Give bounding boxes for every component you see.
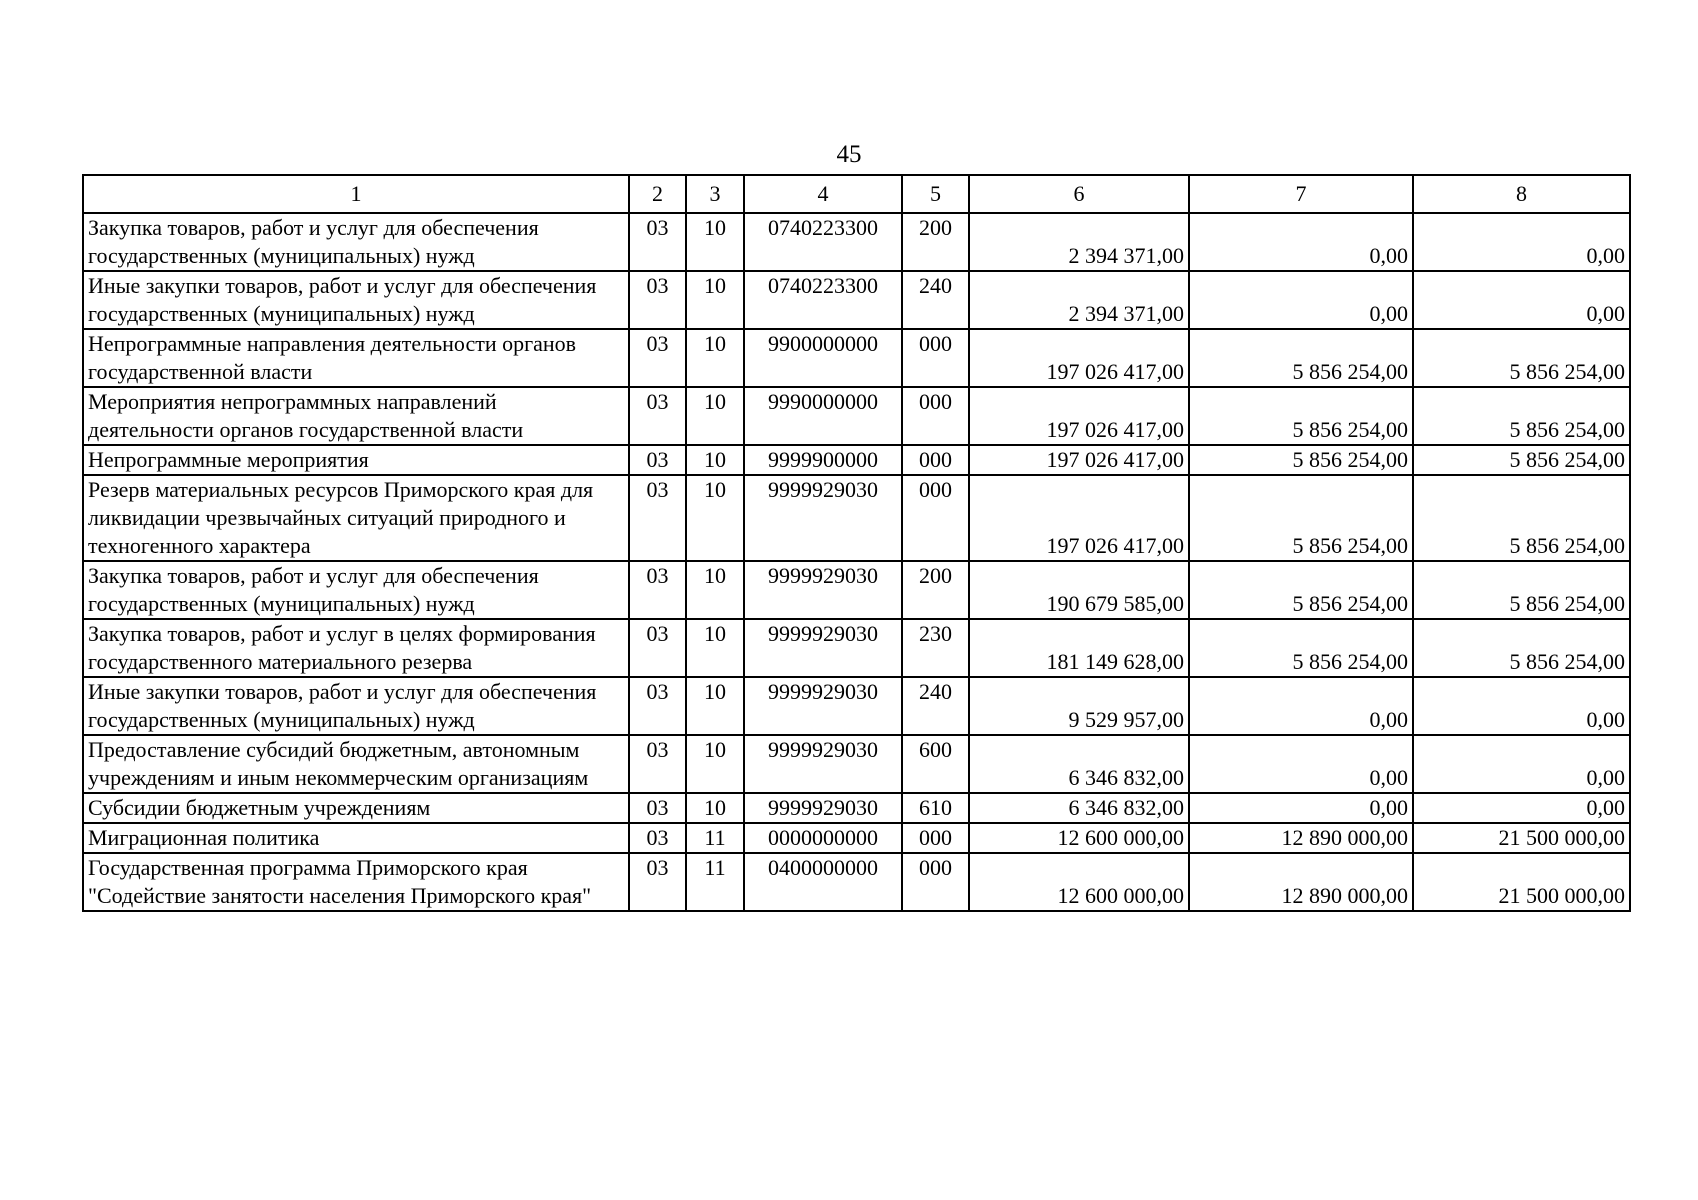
row-target-code: 9999929030 xyxy=(744,475,902,561)
row-target-code: 0400000000 xyxy=(744,853,902,911)
row-name: Закупка товаров, работ и услуг в целях формирования государственного материального резерва xyxy=(83,619,629,677)
row-amount-6: 197 026 417,00 xyxy=(969,445,1189,475)
row-expense-type: 610 xyxy=(902,793,969,823)
row-amount-6: 2 394 371,00 xyxy=(969,213,1189,271)
row-subsection: 10 xyxy=(686,475,744,561)
row-target-code: 0000000000 xyxy=(744,823,902,853)
row-name: Резерв материальных ресурсов Приморского края для ликвидации чрезвычайных ситуаций природного и техногенного характера xyxy=(83,475,629,561)
row-amount-8: 0,00 xyxy=(1413,271,1630,329)
header-col-5: 5 xyxy=(902,175,969,213)
row-subsection: 11 xyxy=(686,823,744,853)
table-row xyxy=(83,329,1630,387)
row-name: Иные закупки товаров, работ и услуг для обеспечения государственных (муниципальных) нужд xyxy=(83,677,629,735)
header-col-1: 1 xyxy=(83,175,629,213)
row-expense-type: 000 xyxy=(902,445,969,475)
header-col-3: 3 xyxy=(686,175,744,213)
row-target-code: 9999929030 xyxy=(744,677,902,735)
row-name: Непрограммные мероприятия xyxy=(83,445,629,475)
row-section: 03 xyxy=(629,445,686,475)
row-amount-8: 0,00 xyxy=(1413,793,1630,823)
row-section: 03 xyxy=(629,619,686,677)
table-row xyxy=(83,445,1630,475)
row-amount-8: 5 856 254,00 xyxy=(1413,445,1630,475)
row-amount-8: 21 500 000,00 xyxy=(1413,823,1630,853)
row-section: 03 xyxy=(629,329,686,387)
row-target-code: 9999929030 xyxy=(744,561,902,619)
row-amount-7: 0,00 xyxy=(1189,677,1413,735)
row-target-code: 9900000000 xyxy=(744,329,902,387)
row-section: 03 xyxy=(629,793,686,823)
header-col-8: 8 xyxy=(1413,175,1630,213)
table-row xyxy=(83,793,1630,823)
row-amount-6: 190 679 585,00 xyxy=(969,561,1189,619)
row-name: Закупка товаров, работ и услуг для обеспечения государственных (муниципальных) нужд xyxy=(83,213,629,271)
row-expense-type: 000 xyxy=(902,823,969,853)
row-amount-7: 5 856 254,00 xyxy=(1189,329,1413,387)
table-row xyxy=(83,619,1630,677)
row-amount-6: 6 346 832,00 xyxy=(969,735,1189,793)
row-amount-6: 197 026 417,00 xyxy=(969,387,1189,445)
row-amount-7: 5 856 254,00 xyxy=(1189,387,1413,445)
row-expense-type: 200 xyxy=(902,561,969,619)
row-amount-8: 5 856 254,00 xyxy=(1413,475,1630,561)
row-section: 03 xyxy=(629,271,686,329)
header-col-2: 2 xyxy=(629,175,686,213)
row-name: Непрограммные направления деятельности органов государственной власти xyxy=(83,329,629,387)
row-amount-7: 5 856 254,00 xyxy=(1189,475,1413,561)
table-row xyxy=(83,561,1630,619)
row-amount-6: 12 600 000,00 xyxy=(969,853,1189,911)
table-row xyxy=(83,271,1630,329)
row-subsection: 10 xyxy=(686,619,744,677)
row-name: Предоставление субсидий бюджетным, автономным учреждениям и иным некоммерческим организациям xyxy=(83,735,629,793)
table-row xyxy=(83,475,1630,561)
row-amount-8: 0,00 xyxy=(1413,213,1630,271)
row-section: 03 xyxy=(629,735,686,793)
row-target-code: 9999929030 xyxy=(744,793,902,823)
row-amount-7: 5 856 254,00 xyxy=(1189,561,1413,619)
table-row xyxy=(83,677,1630,735)
row-subsection: 10 xyxy=(686,213,744,271)
row-amount-8: 0,00 xyxy=(1413,735,1630,793)
row-expense-type: 000 xyxy=(902,329,969,387)
header-col-4: 4 xyxy=(744,175,902,213)
row-amount-7: 0,00 xyxy=(1189,271,1413,329)
row-section: 03 xyxy=(629,677,686,735)
row-amount-6: 12 600 000,00 xyxy=(969,823,1189,853)
row-section: 03 xyxy=(629,475,686,561)
row-section: 03 xyxy=(629,561,686,619)
row-target-code: 0740223300 xyxy=(744,271,902,329)
row-subsection: 10 xyxy=(686,677,744,735)
row-amount-7: 12 890 000,00 xyxy=(1189,853,1413,911)
row-amount-8: 5 856 254,00 xyxy=(1413,619,1630,677)
table-row xyxy=(83,853,1630,911)
row-amount-8: 5 856 254,00 xyxy=(1413,329,1630,387)
row-amount-7: 0,00 xyxy=(1189,793,1413,823)
header-col-7: 7 xyxy=(1189,175,1413,213)
row-subsection: 10 xyxy=(686,561,744,619)
table-row xyxy=(83,387,1630,445)
budget-table xyxy=(82,174,1631,912)
row-name: Государственная программа Приморского края "Содействие занятости населения Приморского края" xyxy=(83,853,629,911)
row-amount-6: 9 529 957,00 xyxy=(969,677,1189,735)
header-row xyxy=(83,175,1630,213)
row-target-code: 9999929030 xyxy=(744,619,902,677)
row-amount-6: 181 149 628,00 xyxy=(969,619,1189,677)
row-expense-type: 240 xyxy=(902,271,969,329)
row-amount-7: 5 856 254,00 xyxy=(1189,445,1413,475)
row-expense-type: 000 xyxy=(902,475,969,561)
page-number: 45 xyxy=(836,141,862,168)
row-section: 03 xyxy=(629,853,686,911)
row-subsection: 11 xyxy=(686,853,744,911)
row-expense-type: 000 xyxy=(902,853,969,911)
row-expense-type: 230 xyxy=(902,619,969,677)
row-amount-7: 12 890 000,00 xyxy=(1189,823,1413,853)
row-name: Миграционная политика xyxy=(83,823,629,853)
row-name: Мероприятия непрограммных направлений деятельности органов государственной власти xyxy=(83,387,629,445)
row-amount-7: 0,00 xyxy=(1189,213,1413,271)
row-expense-type: 000 xyxy=(902,387,969,445)
row-subsection: 10 xyxy=(686,445,744,475)
row-section: 03 xyxy=(629,213,686,271)
row-subsection: 10 xyxy=(686,735,744,793)
row-amount-8: 5 856 254,00 xyxy=(1413,561,1630,619)
row-subsection: 10 xyxy=(686,271,744,329)
row-amount-7: 0,00 xyxy=(1189,735,1413,793)
row-target-code: 9999929030 xyxy=(744,735,902,793)
table-row xyxy=(83,735,1630,793)
row-section: 03 xyxy=(629,823,686,853)
table-row xyxy=(83,213,1630,271)
row-amount-7: 5 856 254,00 xyxy=(1189,619,1413,677)
row-amount-8: 21 500 000,00 xyxy=(1413,853,1630,911)
row-name: Иные закупки товаров, работ и услуг для обеспечения государственных (муниципальных) нужд xyxy=(83,271,629,329)
row-name: Закупка товаров, работ и услуг для обеспечения государственных (муниципальных) нужд xyxy=(83,561,629,619)
row-subsection: 10 xyxy=(686,387,744,445)
row-target-code: 9990000000 xyxy=(744,387,902,445)
header-col-6: 6 xyxy=(969,175,1189,213)
row-target-code: 9999900000 xyxy=(744,445,902,475)
row-amount-8: 5 856 254,00 xyxy=(1413,387,1630,445)
row-amount-6: 6 346 832,00 xyxy=(969,793,1189,823)
row-expense-type: 600 xyxy=(902,735,969,793)
row-amount-6: 197 026 417,00 xyxy=(969,329,1189,387)
row-amount-6: 197 026 417,00 xyxy=(969,475,1189,561)
row-expense-type: 240 xyxy=(902,677,969,735)
row-expense-type: 200 xyxy=(902,213,969,271)
row-section: 03 xyxy=(629,387,686,445)
row-amount-6: 2 394 371,00 xyxy=(969,271,1189,329)
table-row xyxy=(83,823,1630,853)
row-name: Субсидии бюджетным учреждениям xyxy=(83,793,629,823)
row-amount-8: 0,00 xyxy=(1413,677,1630,735)
row-subsection: 10 xyxy=(686,793,744,823)
row-subsection: 10 xyxy=(686,329,744,387)
row-target-code: 0740223300 xyxy=(744,213,902,271)
